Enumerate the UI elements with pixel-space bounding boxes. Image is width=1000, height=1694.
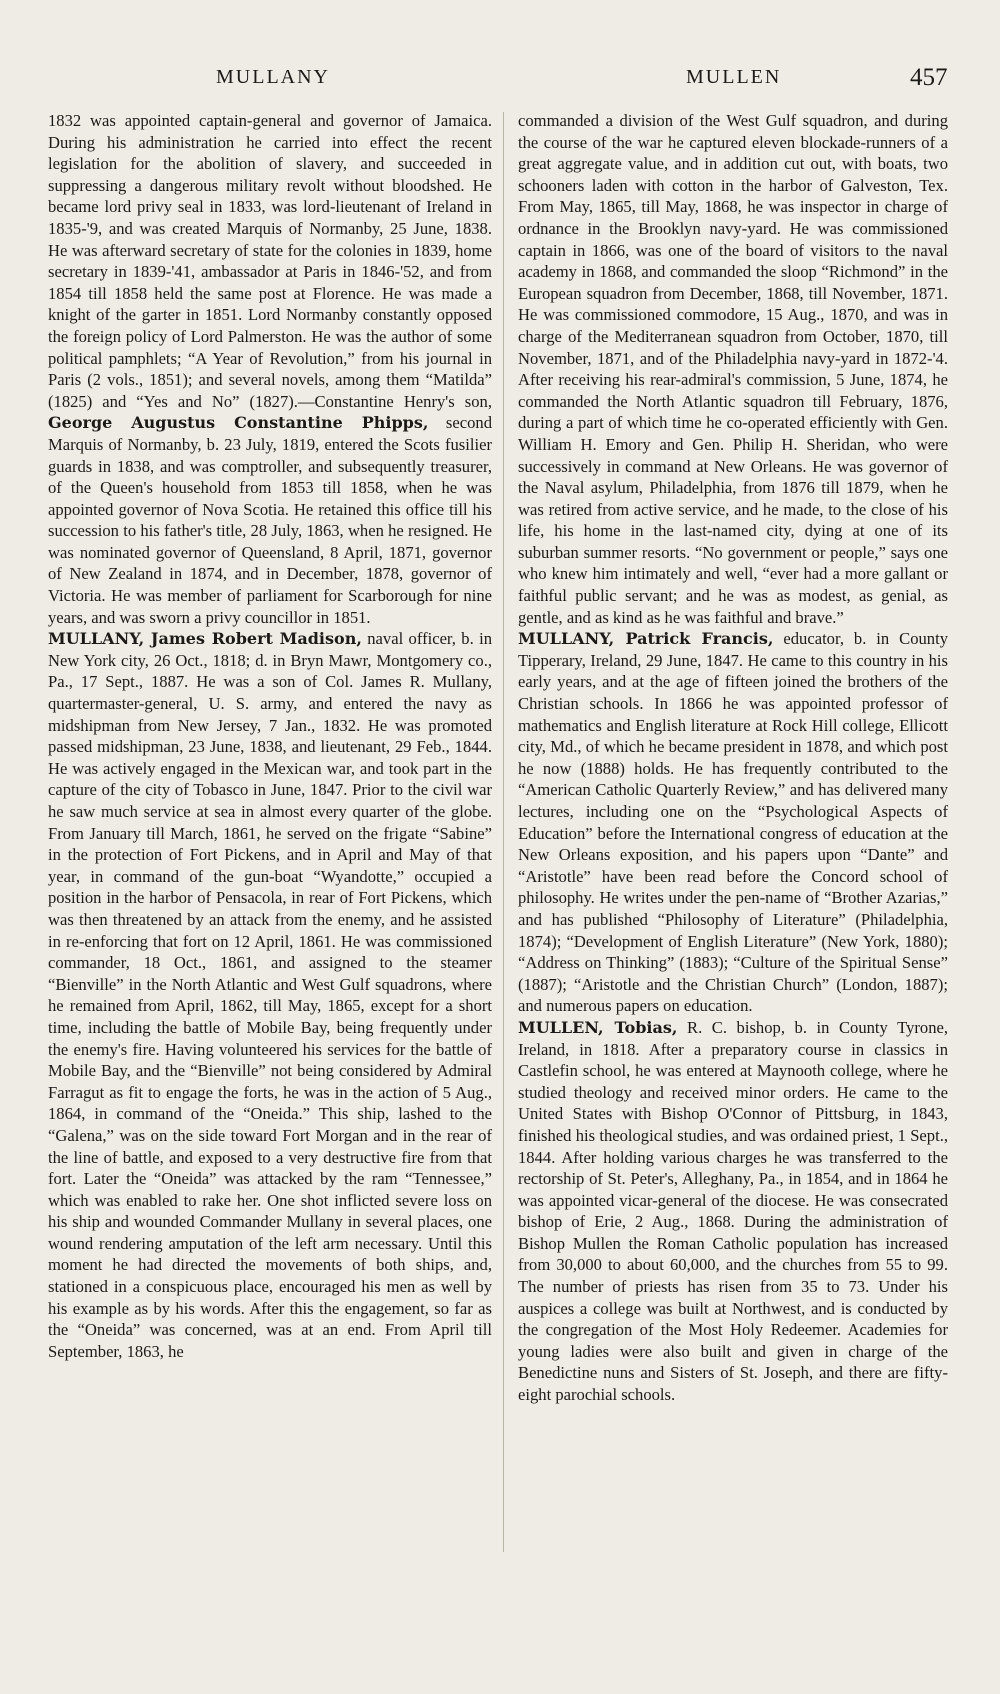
right-column — [518, 110, 948, 1406]
entry-text: 1832 was appointed captain-general and governor of Jamaica. During his administration he carried into effect the recent legislation for the abolition of slavery, and succeeded in suppressing a dangerous military revolt without bloodshed. He became lord privy seal in 1833, was lord-lieutenant of Ireland in 1835-'9, and was created Marquis of Normanby, 25 June, 1838. He was afterward secretary of state for the colonies in 1839, home secretary in 1839-'41, ambassador at Paris in 1846-'52, and from 1854 till 1858 held the same post at Florence. He was made a knight of the garter in 1851. Lord Normanby constantly opposed the foreign policy of Lord Palmerston. He was the author of some political pamphlets; “A Year of Revolution,” from his journal in Paris (2 vols., 1851); and several novels, among them “Matilda” (1825) and “Yes and No” (1827).—Constantine Henry's son, — [48, 111, 492, 411]
entry-text: educator, b. in County Tipperary, Ireland, 29 June, 1847. He came to this country in his early years, and at the age of fifteen joined the brothers of the Christian schools. In 1866 he was appointed professor of mathematics and English literature at Rock Hill college, Ellicott city, Md., of which he became president in 1878, and which post he now (1888) holds. He has frequently contributed to the “American Catholic Quarterly Review,” and has delivered many lectures, including one on the “Psychological Aspects of Education” before the International congress of education at the New Orleans exposition, and his papers upon “Dante” and “Aristotle” have been read before the Concord school of philosophy. He writes under the pen-name of “Brother Azarias,” and has published “Philosophy of Literature” (Philadelphia, 1874); “Development of English Literature” (New York, 1880); “Address on Thinking” (1883); “Culture of the Spiritual Sense” (1887); “Aristotle and the Christian Church” (London, 1887); and numerous papers on education. — [518, 629, 949, 1016]
entry-mullany-patrick — [518, 628, 948, 1017]
entry-heading-mullany-james: MULLANY, James Robert Madison, — [48, 629, 362, 649]
running-head-left: MULLANY — [216, 66, 330, 88]
entry-continuation — [48, 110, 492, 628]
entry-mullen-tobias — [518, 1017, 948, 1406]
entry-text: commanded a division of the West Gulf squadron, and during the course of the war he captured eleven blockade-runners of a great aggregate value, and in addition cut out, with boats, two schooners laden with cotton in the harbor of Galveston, Tex. From May, 1865, till May, 1868, he was inspector in charge of ordnance in the Brooklyn navy-yard. He was commissioned captain in 1866, was one of the board of visitors to the naval academy in 1868, and commanded the sloop “Richmond” in the European squadron from December, 1868, till November, 1871. He was commissioned commodore, 15 Aug., 1870, and was in charge of the Mediterranean squadron from October, 1870, till November, 1871, and of the Philadelphia navy-yard in 1872-'4. After receiving his rear-admiral's commission, 5 June, 1874, he commanded the North Atlantic squadron till February, 1876, during a part of which time he co-operated efficiently with Gen. William H. Emory and Gen. Philip H. Sheridan, who were successively in command at New Orleans. He was governor of the Naval asylum, Philadelphia, from 1876 till 1879, when he was retired from active service, and he made, to the close of his life, his home in the last-named city, dying at one of its suburban summer resorts. “No government or people,” says one who knew him intimately and well, “ever had a more gallant or faithful public servant; and he was as modest, as genial, as gentle, and as kind as he was faithful and brave.” — [518, 111, 948, 627]
running-head-right: MULLEN — [686, 66, 782, 88]
entry-continuation-right — [518, 110, 948, 628]
left-column — [48, 110, 492, 1362]
entry-text: R. C. bishop, b. in County Tyrone, Ireland, in 1818. After a preparatory course in classics in Castlefin school, he was entered at Maynooth college, where he studied theology and received minor orders. He came to the United States with Bishop O'Connor of Pittsburg, in 1843, finished his theological studies, and was ordained priest, 1 Sept., 1844. After holding various charges he was transferred to the rectorship of St. Peter's, Alleghany, Pa., in 1854, and in 1864 he was appointed vicar-general of the diocese. He was consecrated bishop of Erie, 2 Aug., 1868. During the administration of Bishop Mullen the Roman Catholic population has increased from 30,000 to about 60,000, and the churches from 55 to 99. The number of priests has risen from 35 to 73. Under his auspices a college was built at Northwest, and is conducted by the congregation of the Most Holy Redeemer. Academies for young ladies were also built and given in charge of the Benedictine nuns and Sisters of St. Joseph, and there are fifty-eight parochial schools. — [518, 1017, 948, 1405]
entry-heading-phipps: George Augustus Constantine Phipps, — [48, 413, 429, 433]
entry-text: second Marquis of Normanby, b. 23 July, 1819, entered the Scots fusilier guards in 1838, and was comptroller, and subsequently treasurer, of the Queen's household from 1853 till 1858, when he was appointed governor of Nova Scotia. He retained this office till his succession to his father's title, 28 July, 1863, when he resigned. He was nominated governor of Queensland, 8 April, 1871, governor of New Zealand in 1874, and in December, 1878, governor of Victoria. He was member of parliament for Scarborough for nine years, and was sworn a privy councillor in 1851. — [48, 413, 493, 627]
entry-heading-mullany-patrick: MULLANY, Patrick Francis, — [518, 629, 774, 649]
page-number: 457 — [910, 64, 948, 91]
entry-text: naval officer, b. in New York city, 26 Oct., 1818; d. in Bryn Mawr, Montgomery co., Pa., 17 Sept., 1887. He was a son of Col. James R. Mullany, quartermaster-general, U. S. army, and entered the navy as midshipman from New Jersey, 7 Jan., 1832. He was promoted passed midshipman, 23 June, 1838, and lieutenant, 29 Feb., 1844. He was actively engaged in the Mexican war, and took part in the capture of the city of Tobasco in June, 1847. Prior to the civil war he saw much service at sea in almost every quarter of the globe. From January till March, 1861, he served on the frigate “Sabine” in the protection of Fort Pickens, and in April and May of that year, in command of the gun-boat “Wyandotte,” occupied a position in the harbor of Pensacola, in rear of Fort Pickens, which was then threatened by an attack from the enemy, and he assisted in re-enforcing that fort on 12 April, 1861. He was commissioned commander, 18 Oct., 1861, and assigned to the steamer “Bienville” in the North Atlantic and West Gulf squadrons, where he remained from April, 1862, till May, 1865, except for a short time, including the battle of Mobile Bay, being frequently under the enemy's fire. Having volunteered his services for the battle of Mobile Bay, and the “Bienville” not being considered by Admiral Farragut as fit to engage the forts, he was in the action of 5 Aug., 1864, in command of the “Oneida.” This ship, lashed to the “Galena,” was on the side toward Fort Morgan and in the rear of the line of battle, and exposed to a very destructive fire from that fort. Later the “Oneida” was attacked by the ram “Tennessee,” which was enabled to rake her. One shot inflicted severe loss on his ship and wounded Commander Mullany in several places, one wound rendering amputation of the left arm necessary. Until this moment he had directed the movements of both ships, and, stationed in a conspicuous place, encouraged his men as well by his example as by his words. After this the engagement, so far as the “Oneida” was concerned, was at an end. From April till September, 1863, he — [48, 629, 493, 1361]
entry-heading-mullen-tobias: MULLEN, Tobias, — [518, 1017, 678, 1037]
entry-mullany-james — [48, 628, 492, 1362]
column-divider — [503, 112, 504, 1552]
